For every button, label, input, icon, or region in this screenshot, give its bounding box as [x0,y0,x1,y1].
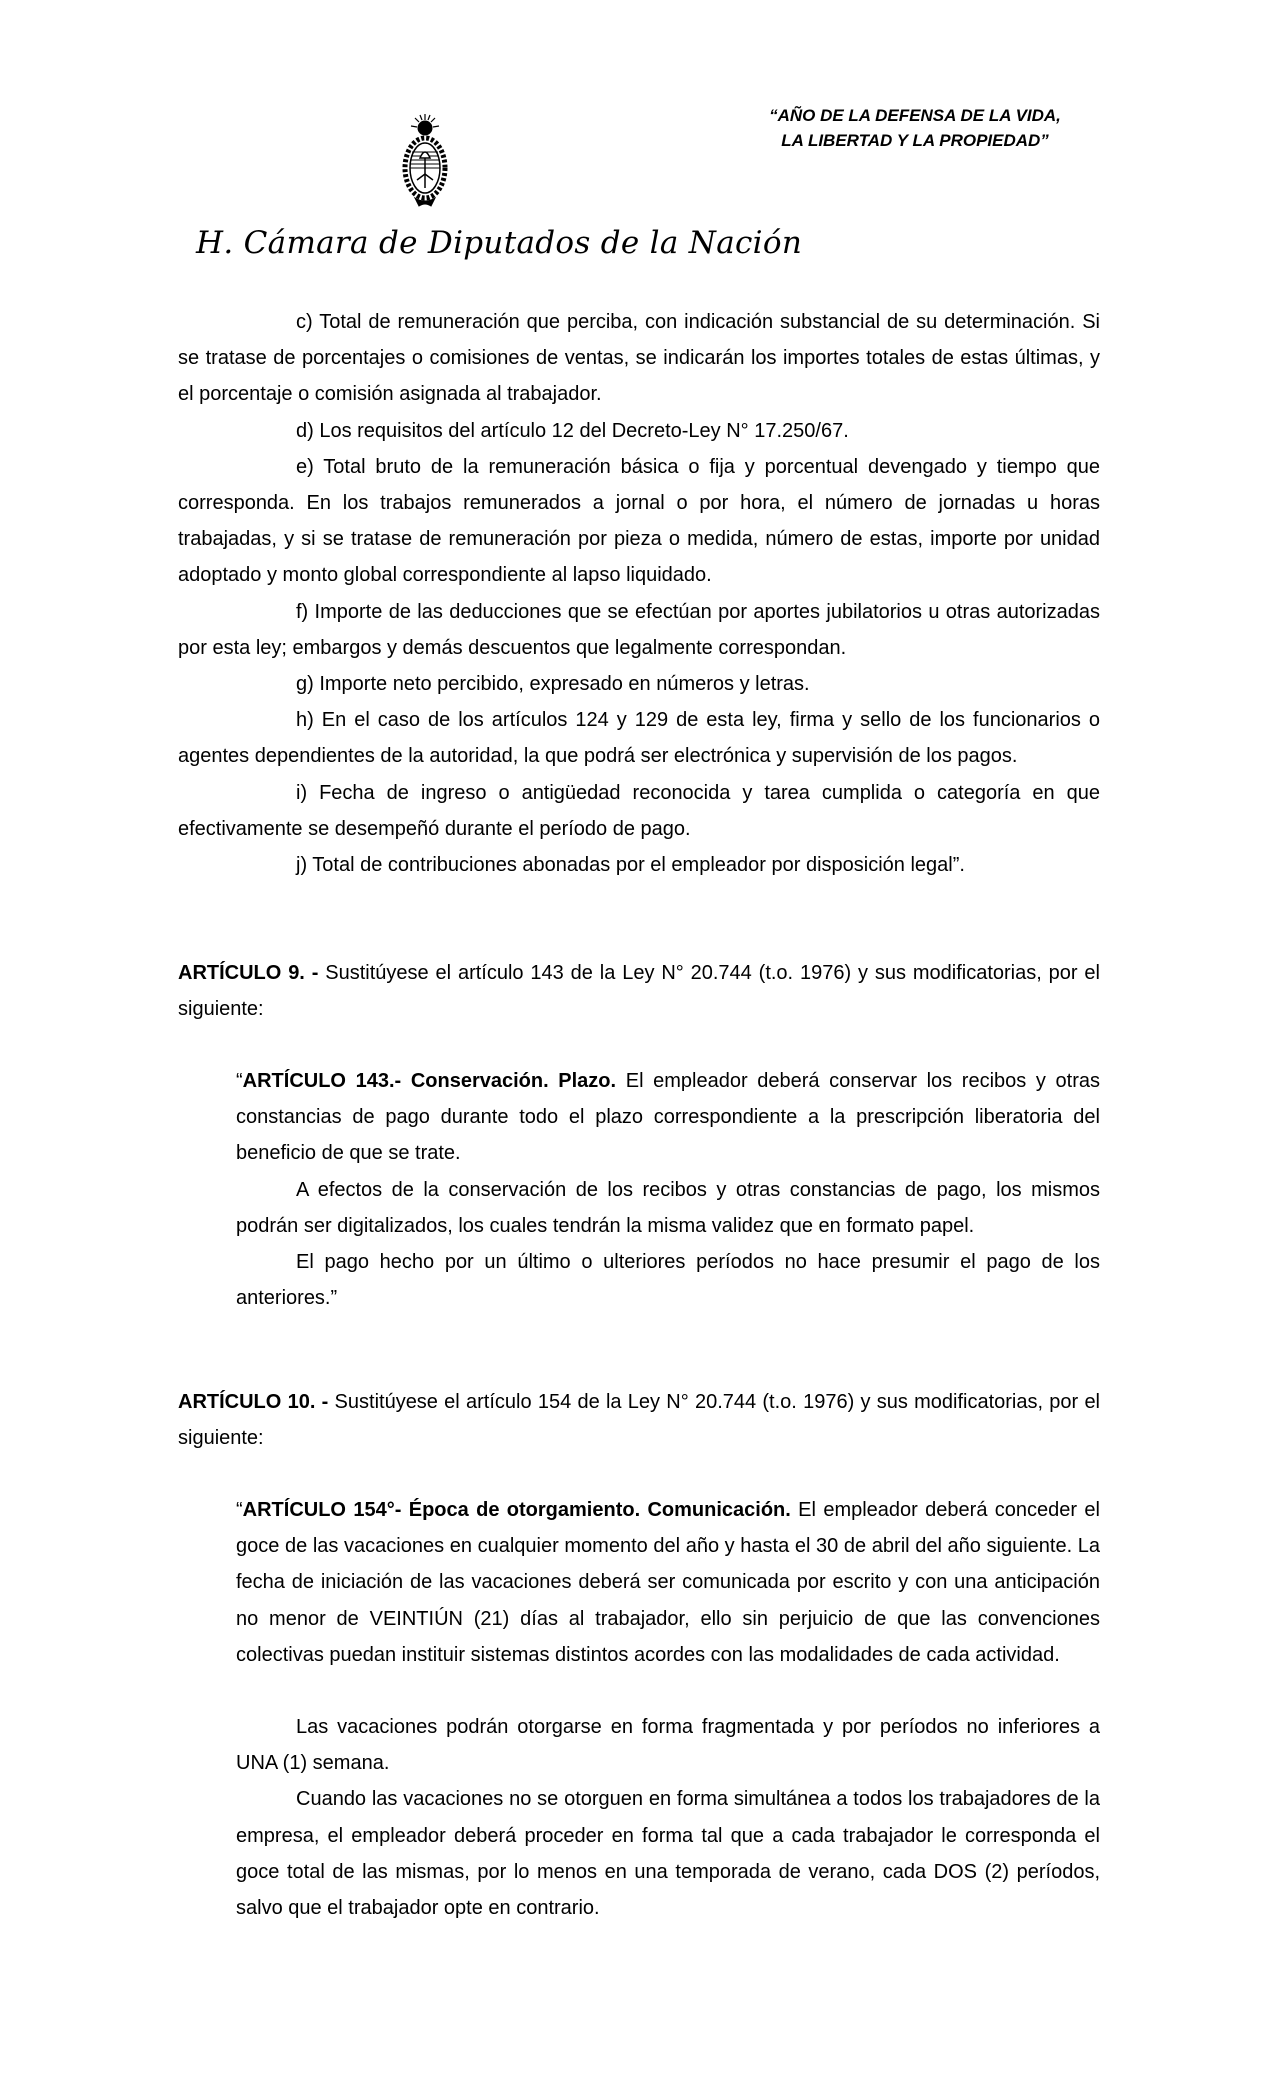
list-item: c) Total de remuneración que perciba, con indicación substancial de su determinación. Si se tratase de porcentajes o comisiones de ventas, se indicarán los importes totales de estas últimas, y el porcentaje o comisión asignada al trabajador. [178,311,1100,406]
list-item: e) Total bruto de la remuneración básica o fija y porcentual devengado y tiempo que corresponda. En los trabajos remunerados a jornal o por hora, el número de jornadas u horas trabajadas, y si se tratase de remuneración por pieza o medida, número de estas, importe por unidad adoptado y monto global correspondiente al lapso liquidado. [178,455,1100,587]
article-143-first-paragraph [236,1063,1100,1172]
receipt-items-list [178,304,1100,883]
article-10 [178,1384,1100,1456]
article-154-paragraph: Las vacaciones podrán otorgarse en forma fragmentada y por períodos no inferiores a UNA (1) semana. [236,1716,1100,1775]
article-10-text: Sustitúyese el artículo 154 de la Ley N° 20.744 (t.o. 1976) y sus modificatorias, por el siguiente: [178,1391,1101,1450]
article-154-quote [236,1492,1100,1926]
list-item: j) Total de contribuciones abonadas por el empleador por disposición legal”. [296,854,965,877]
article-143-heading: ARTÍCULO 143.- Conservación. Plazo. [242,1070,617,1092]
article-143-paragraph: El pago hecho por un último o ulteriores períodos no hace presumir el pago de los anteriores.” [236,1251,1100,1310]
motto-line-1: “AÑO DE LA DEFENSA DE LA VIDA, [769,106,1061,125]
list-item: f) Importe de las deducciones que se efectúan por aportes jubilatorios u otras autorizadas por esta ley; embargos y demás descuentos que legalmente correspondan. [178,600,1100,659]
article-9-heading: ARTÍCULO 9. - [178,962,319,984]
argentina-coat-of-arms-icon [395,112,455,212]
article-143-paragraph: A efectos de la conservación de los recibos y otras constancias de pago, los mismos podrán ser digitalizados, los cuales tendrán la misma validez que en formato papel. [236,1178,1100,1237]
motto-line-2: LA LIBERTAD Y LA PROPIEDAD” [781,131,1049,150]
article-143-text: El empleador deberá conservar los recibos y otras constancias de pago durante todo el plazo correspondiente a la prescripción liberatoria del beneficio de que se trate. [236,1070,1101,1165]
chamber-name: H. Cámara de Diputados de la Nación [196,225,803,261]
article-154-heading: ARTÍCULO 154°- Época de otorgamiento. Comunicación. [242,1499,791,1521]
article-154-first-paragraph [236,1492,1100,1673]
list-item: g) Importe neto percibido, expresado en números y letras. [296,673,810,696]
header-motto [705,103,1125,153]
list-item: i) Fecha de ingreso o antigüedad reconocida y tarea cumplida o categoría en que efectivamente se desempeñó durante el período de pago. [178,781,1100,840]
open-quote: “ [236,1499,243,1521]
list-item: h) En el caso de los artículos 124 y 129 de esta ley, firma y sello de los funcionarios o agentes dependientes de la autoridad, la que podrá ser electrónica y supervisión de los pagos. [178,709,1100,768]
article-143-quote [236,1063,1100,1316]
list-item: d) Los requisitos del artículo 12 del Decreto-Ley N° 17.250/67. [296,419,849,442]
article-10-heading: ARTÍCULO 10. - [178,1391,329,1413]
article-9-text: Sustitúyese el artículo 143 de la Ley N° 20.744 (t.o. 1976) y sus modificatorias, por el siguiente: [178,962,1101,1021]
article-154-paragraph: Cuando las vacaciones no se otorguen en forma simultánea a todos los trabajadores de la empresa, el empleador deberá proceder en forma tal que a cada trabajador le corresponda el goce total de las mismas, por lo menos en una temporada de verano, cada DOS (2) períodos, salvo que el trabajador opte en contrario. [236,1788,1100,1920]
article-9 [178,955,1100,1027]
article-154-text: El empleador deberá conceder el goce de las vacaciones en cualquier momento del año y hasta el 30 de abril del año siguiente. La fecha de iniciación de las vacaciones deberá ser comunicada por escrito y con una anticipación no menor de VEINTIÚN (21) días al trabajador, ello sin perjuicio de que las convenciones colectivas puedan instituir sistemas distintos acordes con las modalidades de cada actividad. [236,1499,1100,1666]
open-quote: “ [236,1070,243,1092]
